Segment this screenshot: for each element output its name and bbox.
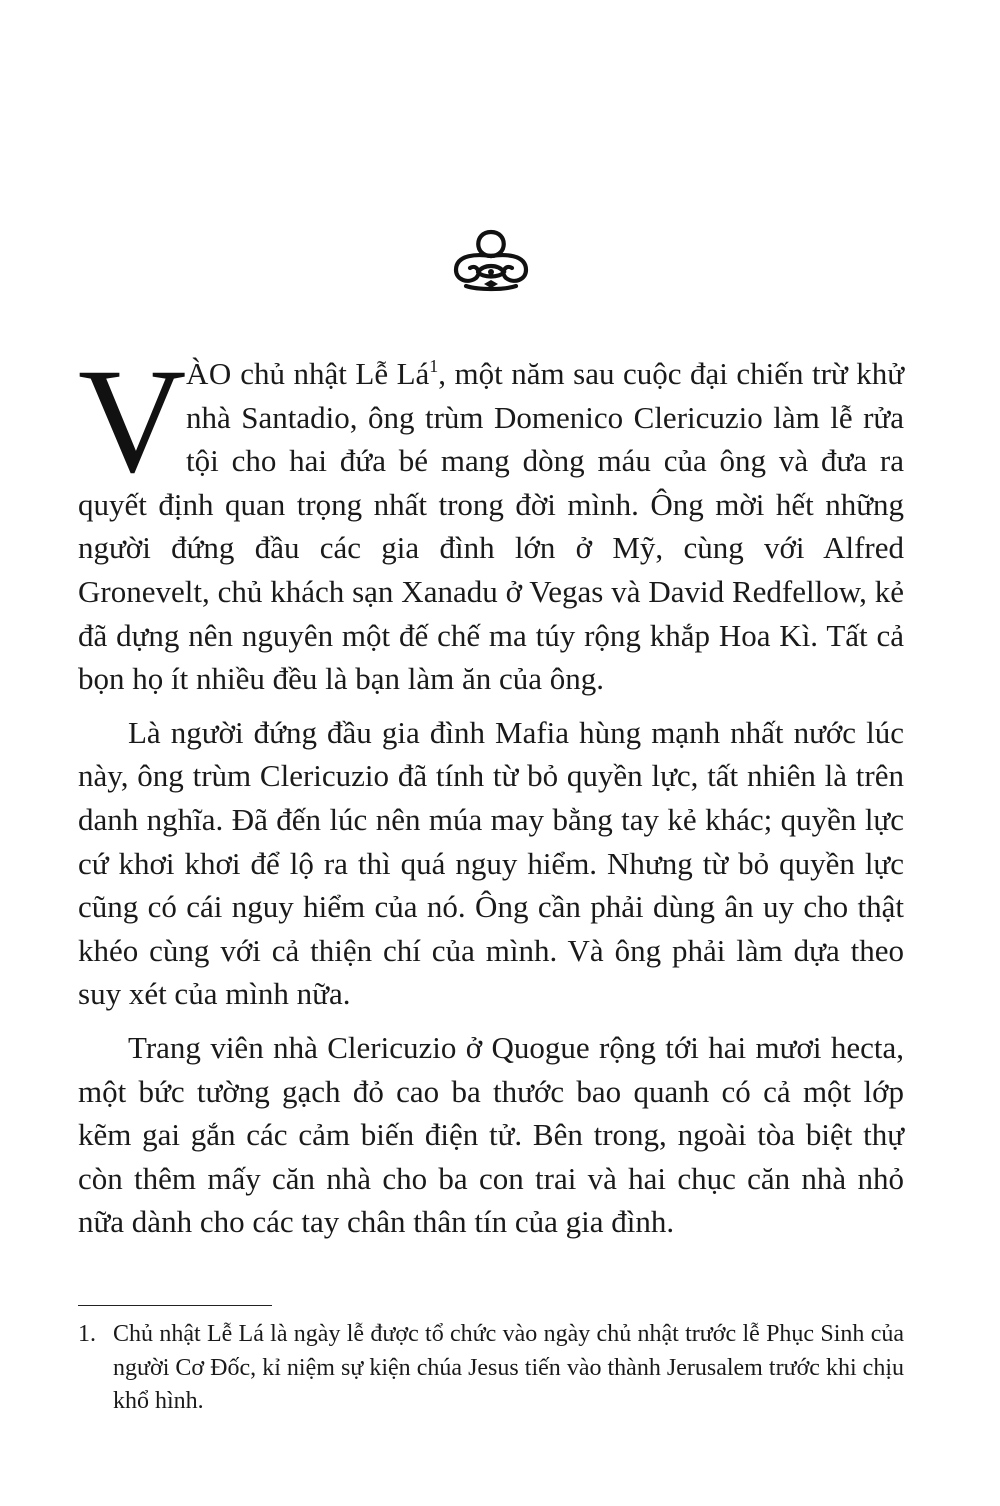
body-text — [78, 338, 904, 1254]
drop-cap: V — [78, 338, 187, 504]
footnote-divider — [78, 1305, 272, 1306]
lead-word: ÀO — [186, 356, 232, 391]
paragraph-1 — [78, 338, 904, 701]
paragraph-3: Trang viên nhà Clericuzio ở Quogue rộng tới hai mươi hecta, một bức tường gạch đỏ cao ba thước bao quanh có cả một lớp kẽm gai gắn các cảm biến điện tử. Bên trong, ngoài tòa biệt thự còn thêm mấy căn nhà cho ba con trai và hai chục căn nhà nhỏ nữa dành cho các tay chân thân tín của gia đình. — [78, 1029, 904, 1240]
fleuron-ornament-icon — [448, 226, 534, 296]
footnote-reference: 1 — [429, 356, 439, 376]
paragraph-2: Là người đứng đầu gia đình Mafia hùng mạnh nhất nước lúc này, ông trùm Clericuzio đã tính từ bỏ quyền lực, tất nhiên là trên danh nghĩa. Đã đến lúc nên múa may bằng tay kẻ khác; quyền lực cứ khơi khơi để lộ ra thì quá nguy hiểm. Nhưng từ bỏ quyền lực cũng có cái nguy hiểm của nó. Ông cần phải dùng ân uy cho thật khéo cùng với cả thiện chí của mình. Và ông phải làm dựa theo suy xét của mình nữa. — [78, 714, 904, 1012]
footnote-number: 1. — [78, 1321, 96, 1347]
paragraph-1-text-a: chủ nhật Lễ Lá — [231, 356, 430, 391]
paragraph-1-text-b: , một năm sau cuộc đại chiến trừ khử nhà Santadio, ông trùm Domenico Clericuzio làm lễ rửa tội cho hai đứa bé mang dòng máu của ông và đưa ra quyết định quan trọng nhất trong đời mình. Ông mời hết những người đứng đầu các gia đình lớn ở Mỹ, cùng với Alfred Gronevelt, chủ khách sạn Xanadu ở Vegas và David Redfellow, kẻ đã dựng nên nguyên một đế chế ma túy rộng khắp Hoa Kì. Tất cả bọn họ ít nhiều đều là bạn làm ăn của ông. — [78, 356, 904, 697]
footnote — [78, 1318, 904, 1419]
footnote-text: Chủ nhật Lễ Lá là ngày lễ được tổ chức vào ngày chủ nhật trước lễ Phục Sinh của người Cơ Đốc, kỉ niệm sự kiện chúa Jesus tiến vào thành Jerusalem trước khi chịu khổ hình. — [113, 1321, 904, 1414]
